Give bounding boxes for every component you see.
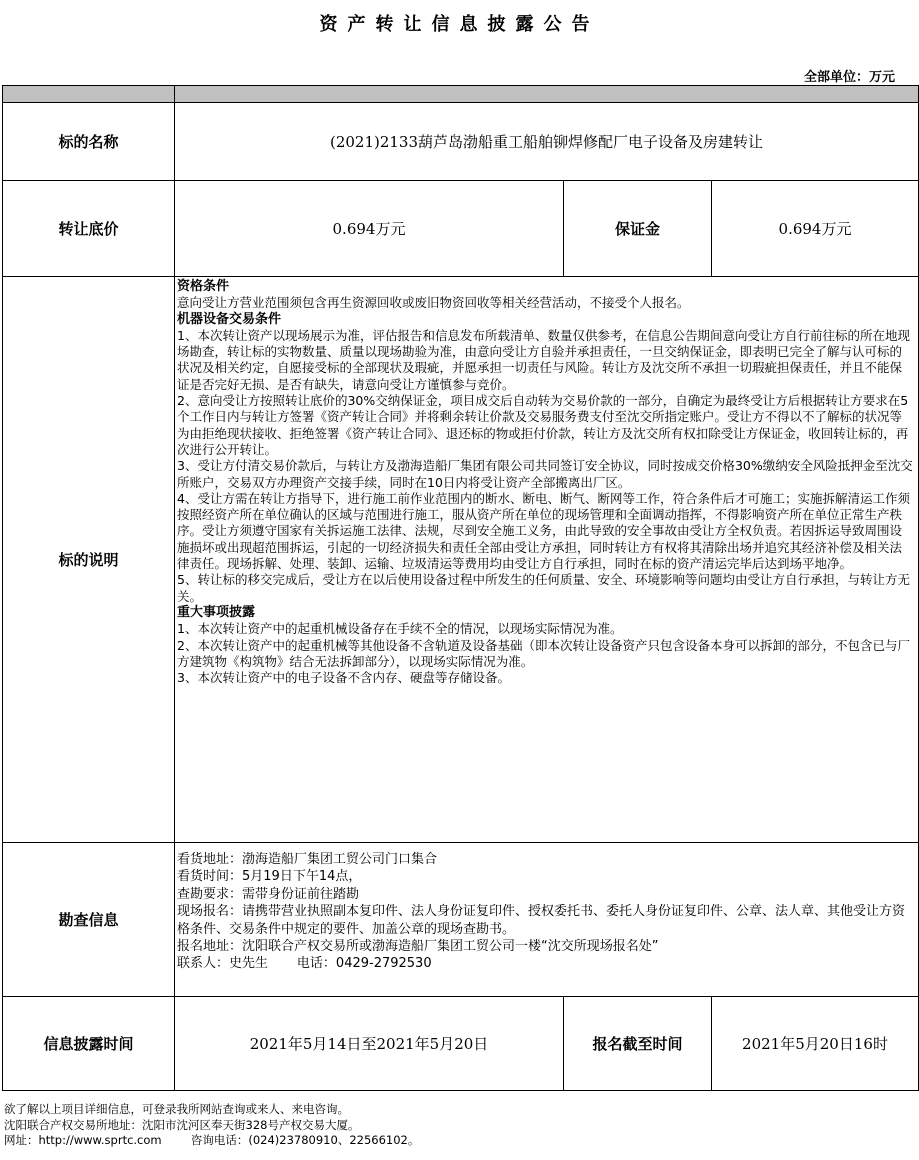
trading-item: 1、本次转让资产以现场展示为准，评估报告和信息发布所载清单、数量仅供参考，在信息公告期间意向受让方自行前往标的所在地现场勘查，转让标的实物数量、质量以现场勘验为准，由意向受让方自验并承担责任，一旦交纳保证金，即表明已完全了解与认可标的状况及相关约定，自愿接受标的全部现状及瑕疵，并愿承担一切责任与风险。转让方及沈交所不承担一切瑕疵担保责任，并且不能保证是否完好无损、是否有缺失，请意向受让方谨慎参与竞价。 <box>177 327 910 392</box>
trading-item: 5、转让标的移交完成后，受让方在以后使用设备过程中所发生的任何质量、安全、环境影响等问题均由受让方自行承担，与转让方无关。 <box>177 572 910 604</box>
inspection-label: 勘查信息 <box>3 843 175 997</box>
major-item: 2、本次转让资产中的起重机械等其他设备不含轨道及设备基础（即本次转让设备资产只包含设备本身可以拆卸的部分，不包含已与厂方建筑物《构筑物》结合无法拆卸部分），以现场实际情况为准。 <box>177 637 910 669</box>
header-bar-cell <box>3 86 175 103</box>
deadline-value: 2021年5月20日16时 <box>712 997 919 1091</box>
disclosure-table <box>2 85 919 1091</box>
trading-item: 4、受让方需在转让方指导下，进行施工前作业范围内的断水、断电、断气、断网等工作，符合条件后才可施工；实施拆解清运工作须按照经资产所在单位确认的区域与范围进行施工，服从资产所在单位的现场管理和全面调动指挥，不得影响资产所在单位正常生产秩序。受让方须遵守国家有关拆运施工法律、法规，尽到安全施工义务，由此导致的安全事故由受让方全权负责。若因拆运导致周围设施损坏或出现超范围拆运，引起的一切经济损失和责任全部由受让方承担，同时转让方有权将其清除出场并追究其经济补偿及相关法律责任。现场拆解、处理、装卸、运输、垃圾清运等费用均由受让方自行承担，同时在标的资产清运完毕后达到场平地净。 <box>177 490 910 572</box>
qualification-heading: 资格条件 <box>177 279 230 294</box>
trading-item: 2、意向受让方按照转让底价的30%交纳保证金，项目成交后自动转为交易价款的一部分，自确定为最终受让方后根据转让方要求在5个工作日内与转让方签署《资产转让合同》并将剩余转让价款及交易服务费支付至沈交所指定账户。受让方不得以不了解标的状况等为由拒绝现状接收、拒绝签署《资产转让合同》、退还标的物或拒付价款，转让方及沈交所有权扣除受让方保证金，收回转让标的，再次进行公开转让。 <box>177 393 909 457</box>
footer-line: 网址：http://www.sprtc.com 咨询电话：(024)23780910、22566102。 <box>4 1133 420 1147</box>
price-row <box>3 181 919 277</box>
inspection-row <box>3 843 919 997</box>
inspection-line: 现场报名：请携带营业执照副本复印件、法人身份证复印件、授权委托书、委托人身份证复印件、公章、法人章、其他受让方资格条件、交易条件中规定的要件、加盖公章的现场查勘书。 <box>177 904 906 937</box>
deadline-label: 报名截至时间 <box>564 997 712 1091</box>
deposit-value: 0.694万元 <box>712 181 919 277</box>
trading-item: 3、受让方付清交易价款后，与转让方及渤海造船厂集团有限公司共同签订安全协议，同时按成交价格30%缴纳安全风险抵押金至沈交所账户，交易双方办理资产交接手续，同时在10日内将受让资产全部搬离出厂区。 <box>177 458 913 490</box>
header-bar-cell <box>175 86 919 103</box>
major-item: 3、本次转让资产中的电子设备不含内存、硬盘等存储设备。 <box>177 670 510 686</box>
footer <box>4 1102 419 1149</box>
inspection-line: 联系人：史先生 电话：0429-2792530 <box>177 956 432 972</box>
deposit-label: 保证金 <box>564 181 712 277</box>
inspection-line: 报名地址：沈阳联合产权交易所或渤海造船厂集团工贸公司一楼“沈交所现场报名处” <box>177 939 659 955</box>
price-value: 0.694万元 <box>175 181 564 277</box>
qualification-text: 意向受让方营业范围须包含再生资源回收或废旧物资回收等相关经营活动，不接受个人报名。 <box>177 295 690 311</box>
inspection-content <box>175 843 919 997</box>
time-row <box>3 997 919 1091</box>
unit-note: 全部单位：万元 <box>803 70 895 85</box>
page-title: 资产转让信息披露公告 <box>319 14 600 35</box>
inspection-line: 看货时间：5月19日下午14点， <box>177 869 362 885</box>
disclosure-value: 2021年5月14日至2021年5月20日 <box>175 997 564 1091</box>
description-content <box>175 277 919 843</box>
subject-row <box>3 103 919 181</box>
subject-name: (2021)2133葫芦岛渤船重工船舶铆焊修配厂电子设备及房建转让 <box>175 103 919 181</box>
inspection-line: 看货地址：渤海造船厂集团工贸公司门口集合 <box>177 852 438 867</box>
trading-heading: 机器设备交易条件 <box>177 311 282 327</box>
price-label: 转让底价 <box>3 181 175 277</box>
disclosure-label: 信息披露时间 <box>3 997 175 1091</box>
footer-line: 沈阳联合产权交易所地址：沈阳市沈河区奉天街328号产权交易大厦。 <box>4 1117 360 1132</box>
footer-line: 欲了解以上项目详细信息，可登录我所网站查询或来人、来电咨询。 <box>4 1102 349 1116</box>
description-label: 标的说明 <box>3 277 175 843</box>
inspection-line: 查勘要求：需带身份证前往踏勘 <box>177 886 360 902</box>
major-item: 1、本次转让资产中的起重机械设备存在手续不全的情况，以现场实际情况为准。 <box>177 621 623 637</box>
subject-label: 标的名称 <box>3 103 175 181</box>
description-row <box>3 277 919 843</box>
header-bar <box>3 86 919 103</box>
major-heading: 重大事项披露 <box>177 604 256 620</box>
